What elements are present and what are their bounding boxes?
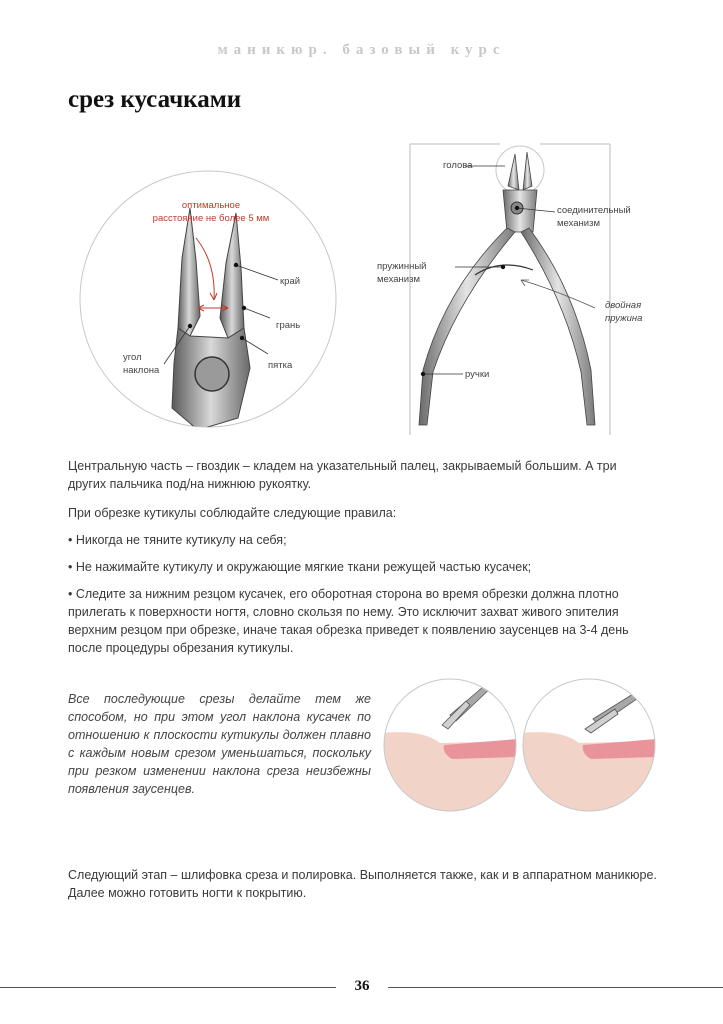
cut-angle-drawing-2 [521, 677, 657, 813]
rule-item-1: • Никогда не тяните кутикулу на себя; [68, 533, 287, 547]
distance-note [136, 199, 286, 225]
nipper-anatomy-illustration [405, 140, 615, 435]
label-double-spring [605, 299, 642, 325]
italic-note: Все последующие срезы делайте тем же способом, но при этом угол наклона кусачек по отношению к плоскости кутикулы должен плавно с каждым новым срезом уменьшаться, поскольку при резком изменении наклона среза неизбежны появления заусенцев. [68, 692, 371, 796]
label-joint [557, 204, 631, 230]
label-joint-line1: соединительный [557, 205, 631, 216]
label-heel: пятка [268, 360, 293, 371]
intro-paragraph: Центральную часть – гвоздик – кладем на указательный палец, закрываемый большим. А три других пальчика под/на нижнюю рукоятку. [68, 459, 617, 491]
footer-rule-left [0, 987, 336, 988]
rule-item-2: • Не нажимайте кутикулу и окружающие мягкие ткани режущей частью кусачек; [68, 560, 532, 574]
label-edge: край [280, 276, 301, 287]
label-double-spring-line1: двойная [605, 300, 642, 311]
page-number: 36 [354, 978, 370, 994]
rules-intro: При обрезке кутикулы соблюдайте следующие правила: [68, 506, 397, 520]
nipper-anatomy-figure [377, 140, 643, 435]
label-angle-line2: наклона [123, 365, 160, 376]
label-handles: ручки [465, 369, 490, 380]
label-face: грань [276, 320, 301, 331]
cut-angle-illustration-2 [521, 677, 657, 813]
label-head: голова [443, 160, 473, 171]
distance-note-line2: расстояние не более 5 мм [152, 213, 270, 224]
cut-angle-illustration-1 [382, 677, 518, 813]
nipper-closeup-figure [78, 168, 338, 430]
footer-rule-right [388, 987, 723, 988]
distance-note-line1: оптимальное [181, 200, 241, 211]
label-double-spring-line2: пружина [605, 313, 643, 324]
running-header: маникюр. базовый курс [217, 42, 506, 58]
label-joint-line2: механизм [557, 218, 600, 229]
label-spring [377, 260, 426, 286]
rule-item-3: • Следите за нижним резцом кусачек, его оборотная сторона во время обрезки должна плотно прилегать к поверхности ногтя, словно скользя по нему. Это исключит захват живого эпителия верхним резцом при обрезке, иначе такая обрезка приведет к появлению заусенцев на 3-4 день после процедуры обрезания кутикулы. [68, 587, 629, 655]
label-angle-line1: угол [123, 352, 142, 363]
label-spring-line2: механизм [377, 274, 420, 285]
label-spring-line1: пружинный [377, 261, 427, 272]
cut-angle-drawing-1 [382, 677, 518, 813]
page-footer [0, 972, 723, 1002]
label-angle [123, 351, 159, 377]
page-title: срез кусачками [68, 86, 242, 113]
final-paragraph: Следующий этап – шлифовка среза и полировка. Выполняется также, как и в аппаратном маникюре. Далее можно готовить ногти к покрытию. [68, 868, 657, 900]
